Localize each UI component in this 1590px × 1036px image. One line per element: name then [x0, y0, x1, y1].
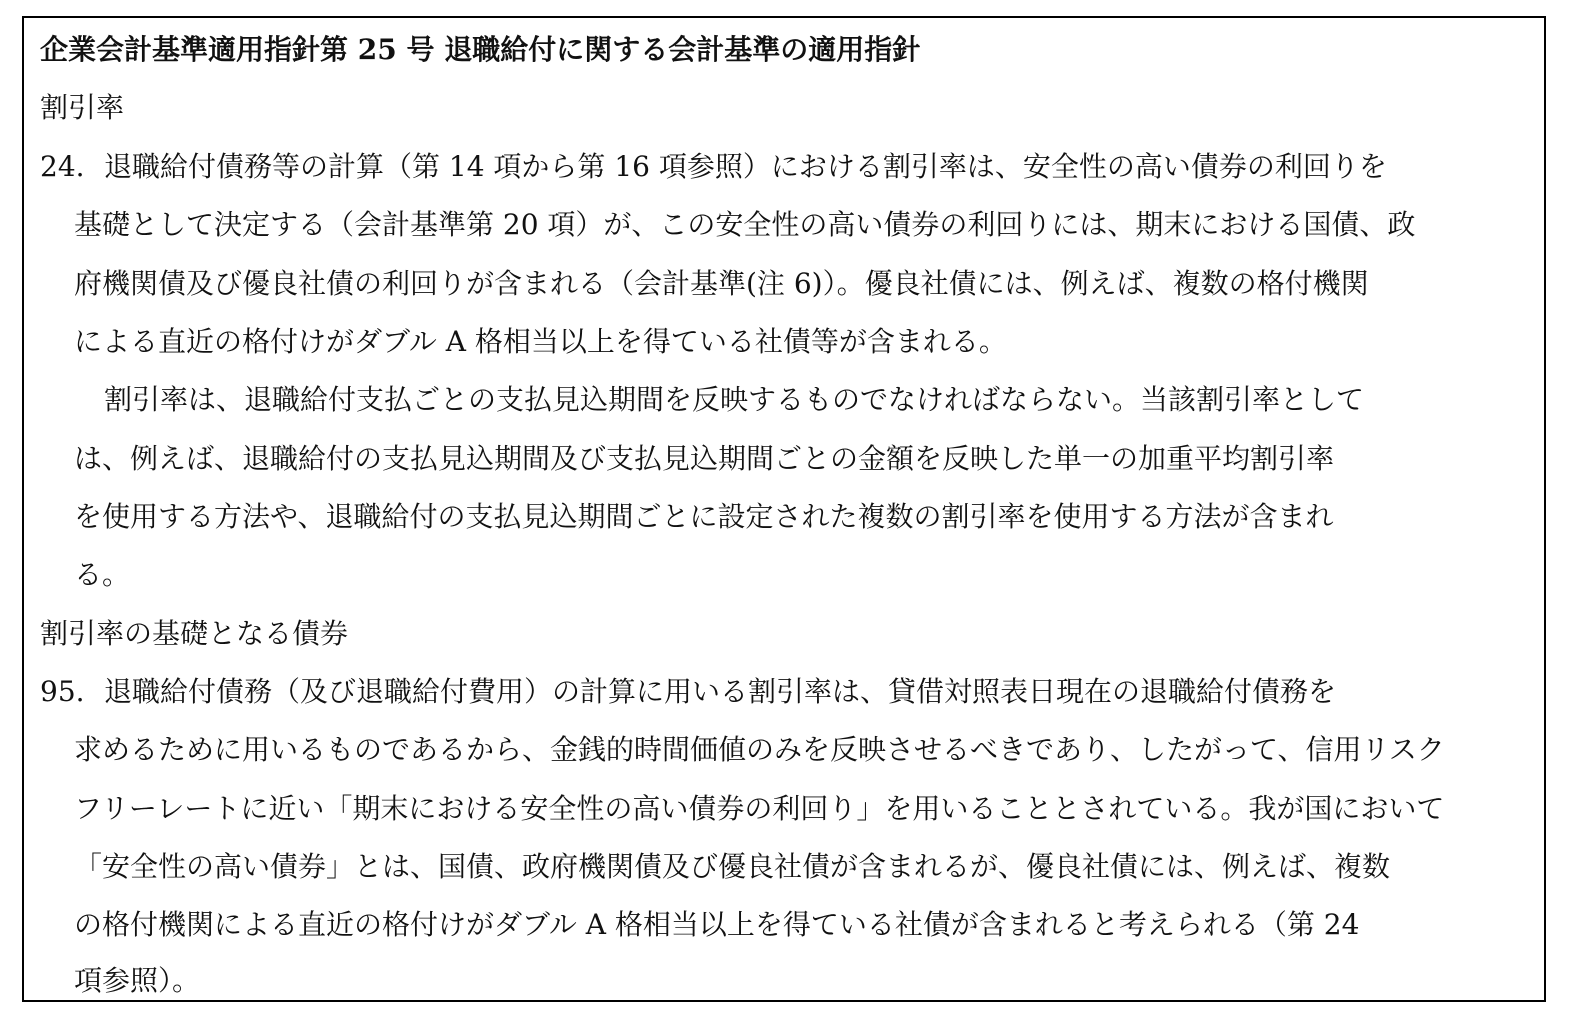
paragraph-95-line-4: 「安全性の高い債券」とは、国債、政府機関債及び優良社債が含まれるが、優良社債には、例えば、複数: [74, 850, 1391, 883]
paragraph-24-line-7: を使用する方法や、退職給付の支払見込期間ごとに設定された複数の割引率を使用する方法が含まれ: [74, 500, 1334, 533]
section-heading-base-bonds: 割引率の基礎となる債券: [40, 617, 349, 650]
paragraph-number-95: 95.: [40, 675, 85, 708]
paragraph-24-line-4: による直近の格付けがダブル A 格相当以上を得ている社債等が含まれる。: [74, 325, 1007, 358]
paragraph-24-line-2: 基礎として決定する（会計基準第 20 項）が、この安全性の高い債券の利回りには、期末における国債、政: [74, 208, 1416, 241]
paragraph-24-line-5: 割引率は、退職給付支払ごとの支払見込期間を反映するものでなければならない。当該割引率として: [104, 383, 1365, 416]
paragraph-95-line-2: 求めるために用いるものであるから、金銭的時間価値のみを反映させるべきであり、したがって、信用リスク: [74, 733, 1445, 766]
paragraph-95-line-3: フリーレートに近い「期末における安全性の高い債券の利回り」を用いることとされている。我が国において: [74, 792, 1445, 825]
paragraph-95-line-6: 項参照）。: [74, 964, 201, 997]
paragraph-24-line-6: は、例えば、退職給付の支払見込期間及び支払見込期間ごとの金額を反映した単一の加重平均割引率: [74, 442, 1335, 475]
paragraph-95-line-5: の格付機関による直近の格付けがダブル A 格相当以上を得ている社債が含まれると考えられる（第 24: [74, 908, 1360, 941]
paragraph-95-line-1: 退職給付債務（及び退職給付費用）の計算に用いる割引率は、貸借対照表日現在の退職給付債務を: [104, 675, 1337, 708]
paragraph-24-line-1: 退職給付債務等の計算（第 14 項から第 16 項参照）における割引率は、安全性の高い債券の利回りを: [104, 150, 1387, 183]
document-title: 企業会計基準適用指針第 25 号 退職給付に関する会計基準の適用指針: [40, 33, 921, 66]
paragraph-24-line-8: る。: [74, 558, 131, 591]
section-heading-discount-rate: 割引率: [40, 91, 125, 124]
paragraph-number-24: 24.: [40, 150, 85, 183]
paragraph-24-line-3: 府機関債及び優良社債の利回りが含まれる（会計基準(注 6)）。優良社債には、例えば、複数の格付機関: [74, 267, 1369, 300]
